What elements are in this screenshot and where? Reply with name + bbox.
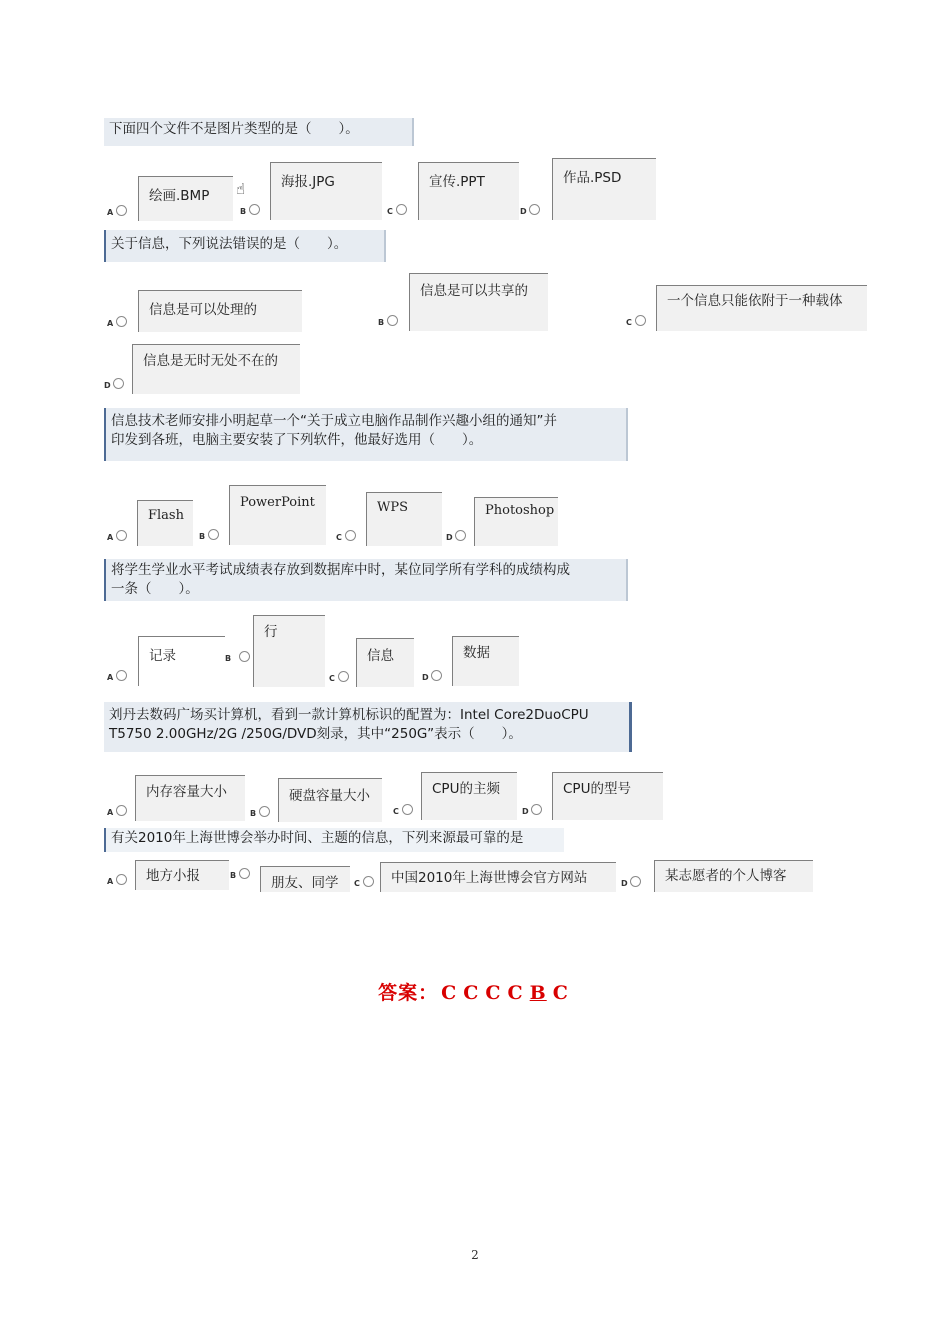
option-box: 宣传.PPT — [418, 162, 519, 220]
question-1-option-a[interactable]: A 绘画.BMP ☝ — [107, 176, 233, 221]
option-box: 行 — [253, 615, 325, 687]
option-box: Flash — [137, 500, 193, 546]
question-5-text: 刘丹去数码广场买计算机，看到一款计算机标识的配置为：Intel Core2DuoCPU T5750 2.00GHz/2G /250G/DVD刻录，其中“250G”表示（ ）。 — [104, 702, 632, 752]
question-6-text: 有关2010年上海世博会举办时间、主题的信息，下列来源最可靠的是 — [104, 828, 564, 852]
radio-button[interactable] — [338, 671, 349, 682]
question-2-option-d[interactable]: D 信息是无时无处不在的 — [104, 344, 300, 394]
question-3-text: 信息技术老师安排小明起草一个“关于成立电脑作品制作兴趣小组的通知”并 印发到各班，电脑主要安装了下列软件，他最好选用（ ）。 — [104, 408, 628, 461]
question-4-option-d[interactable]: D 数据 — [422, 636, 519, 686]
question-4-text: 将学生学业水平考试成绩表存放到数据库中时，某位同学所有学科的成绩构成 一条（ ）。 — [104, 559, 628, 601]
question-3-option-c[interactable]: C WPS — [336, 492, 442, 546]
option-box: 硬盘容量大小 — [278, 778, 382, 822]
option-box: 中国2010年上海世博会官方网站 — [380, 862, 616, 892]
option-box: 一个信息只能依附于一种载体 — [656, 285, 867, 331]
option-box: 信息是无时无处不在的 — [132, 344, 300, 394]
question-5-option-c[interactable]: C CPU的主频 — [393, 772, 517, 820]
radio-button[interactable] — [455, 530, 466, 541]
radio-button[interactable] — [345, 530, 356, 541]
option-box: 朋友、同学 — [260, 866, 350, 892]
radio-button[interactable] — [116, 874, 127, 885]
question-3-option-b[interactable]: B PowerPoint — [199, 485, 326, 545]
question-2-text: 关于信息，下列说法错误的是（ ）。 — [104, 230, 386, 262]
question-6-option-b[interactable]: B 朋友、同学 — [230, 860, 350, 892]
question-3-option-d[interactable]: D Photoshop — [446, 497, 558, 546]
option-box: 海报.JPG — [270, 162, 382, 220]
option-box: 信息是可以处理的 — [138, 290, 302, 332]
option-box: PowerPoint — [229, 485, 326, 545]
answer-5: B — [529, 982, 547, 1004]
radio-button[interactable] — [387, 315, 398, 326]
radio-button[interactable] — [208, 529, 219, 540]
question-3-option-a[interactable]: A Flash — [107, 500, 193, 546]
question-1-text: 下面四个文件不是图片类型的是（ ）。 — [104, 118, 414, 146]
radio-button[interactable] — [630, 876, 641, 887]
radio-button[interactable] — [531, 804, 542, 815]
option-box: 内存容量大小 — [135, 775, 245, 821]
radio-button[interactable] — [529, 204, 540, 215]
question-6-option-c[interactable]: C 中国2010年上海世博会官方网站 — [354, 862, 616, 892]
page-number: 2 — [471, 1248, 479, 1262]
radio-button[interactable] — [116, 205, 127, 216]
option-box: CPU的型号 — [552, 772, 663, 820]
option-box: Photoshop — [474, 497, 558, 546]
radio-button[interactable] — [396, 204, 407, 215]
question-4-option-c[interactable]: C 信息 — [329, 638, 414, 687]
radio-button[interactable] — [259, 806, 270, 817]
option-box: 记录 — [138, 636, 225, 686]
radio-button[interactable] — [363, 876, 374, 887]
answer-1: C — [441, 982, 458, 1004]
answer-label: 答案： — [378, 982, 439, 1004]
option-box: WPS — [366, 492, 442, 546]
question-5-option-d[interactable]: D CPU的型号 — [522, 772, 663, 820]
question-2-option-a[interactable]: A 信息是可以处理的 — [107, 290, 302, 332]
radio-button[interactable] — [116, 670, 127, 681]
question-1-option-c[interactable]: C 宣传.PPT — [387, 162, 519, 220]
question-1-option-d[interactable]: D 作品.PSD — [520, 158, 656, 220]
option-box: CPU的主频 — [421, 772, 517, 820]
question-1-option-b[interactable]: B 海报.JPG — [240, 162, 382, 220]
option-box: 作品.PSD — [552, 158, 656, 220]
radio-button[interactable] — [239, 868, 250, 879]
option-box: 数据 — [452, 636, 519, 686]
question-5-option-b[interactable]: B 硬盘容量大小 — [250, 778, 382, 822]
radio-button[interactable] — [249, 204, 260, 215]
option-box: 某志愿者的个人博客 — [654, 860, 813, 892]
option-box: 地方小报 — [135, 860, 229, 890]
answer-line — [0, 978, 950, 1005]
radio-button[interactable] — [431, 670, 442, 681]
question-6-option-d[interactable]: D 某志愿者的个人博客 — [621, 860, 813, 892]
radio-button[interactable] — [635, 315, 646, 326]
hand-pointer-icon: ☝ — [236, 180, 246, 198]
question-6-option-a[interactable]: A 地方小报 — [107, 860, 229, 890]
radio-button[interactable] — [116, 805, 127, 816]
radio-button[interactable] — [113, 378, 124, 389]
question-2-option-b[interactable]: B 信息是可以共享的 — [378, 273, 548, 331]
radio-button[interactable] — [116, 316, 127, 327]
radio-button[interactable] — [239, 651, 250, 662]
question-4-option-b[interactable]: B 行 — [225, 615, 325, 687]
answer-6: C — [552, 982, 569, 1004]
question-4-option-a[interactable]: A 记录 — [107, 636, 225, 686]
radio-button[interactable] — [116, 530, 127, 541]
answer-3: C — [485, 982, 502, 1004]
answer-2: C — [463, 982, 480, 1004]
answer-4: C — [507, 982, 524, 1004]
option-box: 信息 — [356, 638, 414, 687]
option-box: 信息是可以共享的 — [409, 273, 548, 331]
question-2-option-c[interactable]: C 一个信息只能依附于一种载体 — [626, 285, 867, 331]
option-box: 绘画.BMP ☝ — [138, 176, 233, 221]
radio-button[interactable] — [402, 804, 413, 815]
question-5-option-a[interactable]: A 内存容量大小 — [107, 775, 245, 821]
